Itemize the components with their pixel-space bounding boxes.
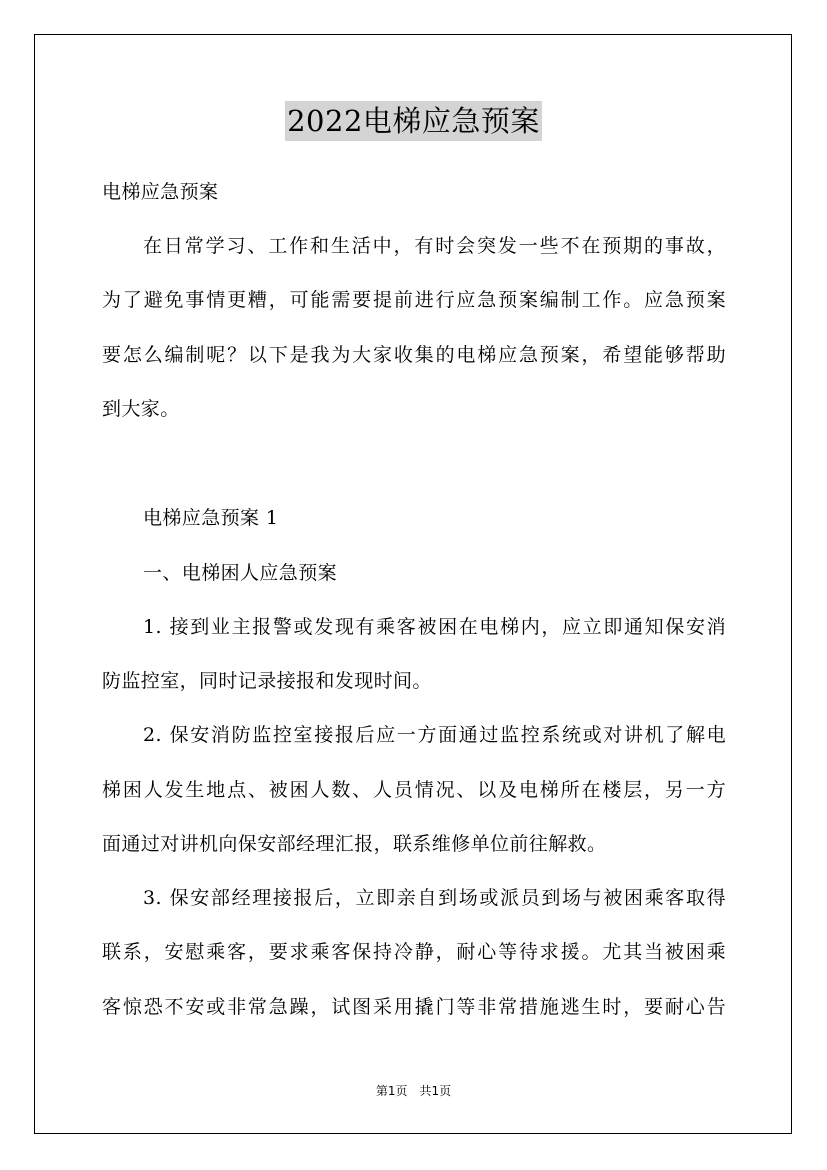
paragraph-line: 在日常学习、工作和生活中，有时会突发一些不在预期的事故， — [143, 235, 726, 257]
paragraph-line: 联系，安慰乘客，要求乘客保持冷静，耐心等待求援。尤其当被困乘 — [102, 941, 726, 963]
paragraph-line: 3. 保安部经理接报后，立即亲自到场或派员到场与被困乘客取得 — [143, 887, 726, 909]
section-heading: 电梯应急预案 1 — [143, 507, 279, 529]
paragraph-line: 到大家。 — [102, 398, 180, 420]
subtitle-line: 电梯应急预案 — [102, 181, 219, 203]
paragraph-line: 面通过对讲机向保安部经理汇报，联系维修单位前往解救。 — [102, 833, 607, 855]
paragraph-line: 1. 接到业主报警或发现有乘客被困在电梯内，应立即通知保安消 — [143, 616, 726, 638]
title-container — [0, 101, 827, 141]
paragraph-line: 要怎么编制呢？以下是我为大家收集的电梯应急预案，希望能够帮助 — [102, 344, 726, 366]
paragraph-line: 为了避免事情更糟，可能需要提前进行应急预案编制工作。应急预案 — [102, 289, 726, 311]
paragraph-line: 客惊恐不安或非常急躁，试图采用撬门等非常措施逃生时，要耐心告 — [102, 996, 726, 1018]
document-title: 2022电梯应急预案 — [285, 101, 542, 141]
paragraph-line: 防监控室，同时记录接报和发现时间。 — [102, 670, 432, 692]
paragraph-line: 2. 保安消防监控室接报后应一方面通过监控系统或对讲机了解电 — [143, 724, 726, 746]
page-footer: 第1页 共1页 — [375, 1084, 452, 1098]
paragraph-line: 梯困人发生地点、被困人数、人员情况、以及电梯所在楼层，另一方 — [102, 779, 726, 801]
section-heading: 一、电梯困人应急预案 — [143, 562, 338, 584]
